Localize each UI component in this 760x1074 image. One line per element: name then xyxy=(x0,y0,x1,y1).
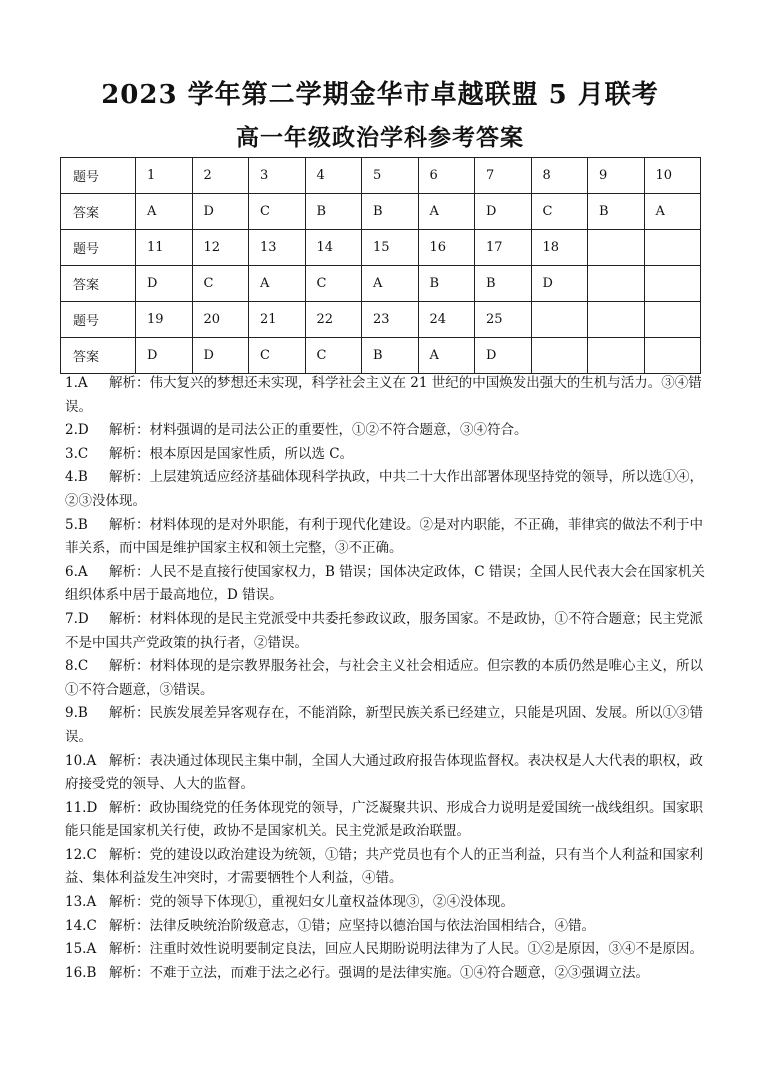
question-number-cell: 21 xyxy=(249,302,306,338)
question-number-cell: 6 xyxy=(418,158,475,194)
analysis-item xyxy=(65,419,705,443)
answer-cell: B xyxy=(362,338,419,374)
analysis-item xyxy=(65,962,705,986)
analysis-item xyxy=(65,915,705,939)
answer-cell: B xyxy=(305,194,362,230)
answer-row xyxy=(61,338,701,374)
question-number-cell: 3 xyxy=(249,158,306,194)
analysis-item-number: 1.A xyxy=(65,375,88,391)
answer-cell: C xyxy=(305,338,362,374)
question-number-cell: 9 xyxy=(588,158,645,194)
question-number-cell: 13 xyxy=(249,230,306,266)
answer-row xyxy=(61,266,701,302)
answer-cell: C xyxy=(192,266,249,302)
question-number-cell: 7 xyxy=(475,158,532,194)
question-number-cell: 18 xyxy=(531,230,588,266)
answer-table xyxy=(60,157,701,374)
question-number-cell xyxy=(644,230,701,266)
analysis-item xyxy=(65,702,705,749)
answer-cell: D xyxy=(192,194,249,230)
analysis-item xyxy=(65,938,705,962)
analysis-item-text: 解析：党的领导下体现①，重视妇女儿童权益体现③，②④没体现。 xyxy=(109,894,514,911)
analysis-item-number: 4.B xyxy=(65,469,88,486)
analysis-item-text: 解析：不难于立法，而难于法之必行。强调的是法律实施。①④符合题意，②③强调立法。 xyxy=(109,964,649,981)
analysis-item-text: 解析：根本原因是国家性质，所以选 C。 xyxy=(109,445,354,462)
answer-cell: D xyxy=(192,338,249,374)
question-number-cell xyxy=(531,302,588,338)
document-title: 2023 学年第二学期金华市卓越联盟 5 月联考 xyxy=(101,80,659,110)
row-label-answer: 答案 xyxy=(61,338,136,374)
analysis-item xyxy=(65,561,705,608)
analysis-item-number: 10.A xyxy=(65,752,97,769)
analysis-item-number: 12.C xyxy=(65,846,97,863)
question-number-cell xyxy=(644,302,701,338)
question-number-row xyxy=(61,158,701,194)
analysis-item-number: 11.D xyxy=(65,799,98,816)
analysis-item-text: 解析：民族发展差异客观存在，不能消除，新型民族关系已经建立，只能是巩固、发展。所以①③错误。 xyxy=(65,705,703,745)
analysis-item-text: 解析：表决通过体现民主集中制，全国人大通过政府报告体现监督权。表决权是人大代表的职权，政府接受党的领导、人大的监督。 xyxy=(65,752,703,793)
analysis-item-text: 解析：党的建设以政治建设为统领，①错；共产党员也有个人的正当利益，只有当个人利益和国家利益、集体利益发生冲突时，才需要牺牲个人利益，④错。 xyxy=(65,846,703,887)
question-number-cell: 11 xyxy=(136,230,193,266)
analysis-item xyxy=(65,443,705,467)
analysis-item xyxy=(65,466,705,513)
question-number-cell: 22 xyxy=(305,302,362,338)
analysis-item-number: 15.A xyxy=(65,941,97,958)
answer-cell: C xyxy=(249,194,306,230)
answer-cell: B xyxy=(418,266,475,302)
analysis-item-text: 解析：伟大复兴的梦想还未实现，科学社会主义在 21 世纪的中国焕发出强大的生机与活力。③④错误。 xyxy=(65,375,702,415)
answer-cell: C xyxy=(249,338,306,374)
answer-cell xyxy=(588,338,645,374)
analysis-item xyxy=(65,844,705,891)
question-number-cell: 4 xyxy=(305,158,362,194)
question-number-row xyxy=(61,302,701,338)
analysis-item-text: 解析：材料强调的是司法公正的重要性，①②不符合题意，③④符合。 xyxy=(109,422,528,439)
answer-cell xyxy=(531,338,588,374)
analysis-item-text: 解析：人民不是直接行使国家权力，B 错误；国体决定政体，C 错误；全国人民代表大会在国家机关组织体系中居于最高地位，D 错误。 xyxy=(65,563,705,604)
analysis-item xyxy=(65,514,705,561)
analysis-item-number: 5.B xyxy=(65,516,88,533)
answer-cell: A xyxy=(644,194,701,230)
analysis-item-number: 14.C xyxy=(65,917,97,934)
analysis-section xyxy=(65,372,705,985)
answer-cell: A xyxy=(418,338,475,374)
row-label-answer: 答案 xyxy=(61,194,136,230)
analysis-item-number: 3.C xyxy=(65,445,89,462)
answer-cell xyxy=(588,266,645,302)
answer-row xyxy=(61,194,701,230)
analysis-item-number: 2.D xyxy=(65,422,89,439)
question-number-row xyxy=(61,230,701,266)
document-subtitle: 高一年级政治学科参考答案 xyxy=(236,124,524,151)
question-number-cell: 23 xyxy=(362,302,419,338)
answer-cell xyxy=(644,338,701,374)
analysis-item xyxy=(65,655,705,702)
question-number-cell: 17 xyxy=(475,230,532,266)
answer-cell: D xyxy=(136,266,193,302)
analysis-item xyxy=(65,750,705,797)
answer-cell: C xyxy=(305,266,362,302)
analysis-item-text: 解析：政协围绕党的任务体现党的领导，广泛凝聚共识、形成合力说明是爱国统一战线组织。国家职能只能是国家机关行使，政协不是国家机关。民主党派是政治联盟。 xyxy=(65,799,703,840)
question-number-cell xyxy=(588,302,645,338)
answer-cell: B xyxy=(362,194,419,230)
analysis-item-text: 解析：法律反映统治阶级意志，①错；应坚持以德治国与依法治国相结合，④错。 xyxy=(109,917,595,934)
answer-cell: C xyxy=(531,194,588,230)
answer-cell xyxy=(644,266,701,302)
question-number-cell: 12 xyxy=(192,230,249,266)
analysis-item-text: 解析：上层建筑适应经济基础体现科学执政，中共二十大作出部署体现坚持党的领导，所以选①④，②③没体现。 xyxy=(65,469,703,509)
answer-cell: D xyxy=(531,266,588,302)
analysis-item-number: 16.B xyxy=(65,964,97,981)
row-label-answer: 答案 xyxy=(61,266,136,302)
analysis-item xyxy=(65,372,705,419)
analysis-item xyxy=(65,797,705,844)
question-number-cell: 10 xyxy=(644,158,701,194)
question-number-cell: 16 xyxy=(418,230,475,266)
answer-cell: A xyxy=(249,266,306,302)
analysis-item-number: 9.B xyxy=(65,705,88,722)
answer-cell: A xyxy=(418,194,475,230)
answer-cell: D xyxy=(475,194,532,230)
question-number-cell: 25 xyxy=(475,302,532,338)
answer-cell: D xyxy=(475,338,532,374)
question-number-cell: 24 xyxy=(418,302,475,338)
analysis-item-number: 13.A xyxy=(65,894,97,911)
answer-cell: A xyxy=(362,266,419,302)
analysis-item xyxy=(65,891,705,915)
question-number-cell: 8 xyxy=(531,158,588,194)
row-label-question: 题号 xyxy=(61,158,136,194)
analysis-item-number: 6.A xyxy=(65,563,88,580)
row-label-question: 题号 xyxy=(61,230,136,266)
question-number-cell: 15 xyxy=(362,230,419,266)
analysis-item-text: 解析：注重时效性说明要制定良法，回应人民期盼说明法律为了人民。①②是原因，③④不是原因。 xyxy=(109,941,703,958)
question-number-cell: 20 xyxy=(192,302,249,338)
analysis-item-text: 解析：材料体现的是对外职能，有利于现代化建设。②是对内职能，不正确，菲律宾的做法不利于中菲关系，而中国是维护国家主权和领土完整，③不正确。 xyxy=(65,516,703,557)
answer-cell: A xyxy=(136,194,193,230)
answer-cell: B xyxy=(475,266,532,302)
analysis-item-number: 8.C xyxy=(65,658,89,675)
question-number-cell: 5 xyxy=(362,158,419,194)
analysis-item-text: 解析：材料体现的是宗教界服务社会，与社会主义社会相适应。但宗教的本质仍然是唯心主义，所以①不符合题意，③错误。 xyxy=(65,658,703,698)
question-number-cell xyxy=(588,230,645,266)
row-label-question: 题号 xyxy=(61,302,136,338)
answer-cell: D xyxy=(136,338,193,374)
question-number-cell: 2 xyxy=(192,158,249,194)
analysis-item-number: 7.D xyxy=(65,610,89,627)
question-number-cell: 1 xyxy=(136,158,193,194)
question-number-cell: 14 xyxy=(305,230,362,266)
analysis-item xyxy=(65,608,705,655)
answer-cell: B xyxy=(588,194,645,230)
analysis-item-text: 解析：材料体现的是民主党派受中共委托参政议政，服务国家。不是政协，①不符合题意；民主党派不是中国共产党政策的执行者，②错误。 xyxy=(65,610,703,651)
question-number-cell: 19 xyxy=(136,302,193,338)
